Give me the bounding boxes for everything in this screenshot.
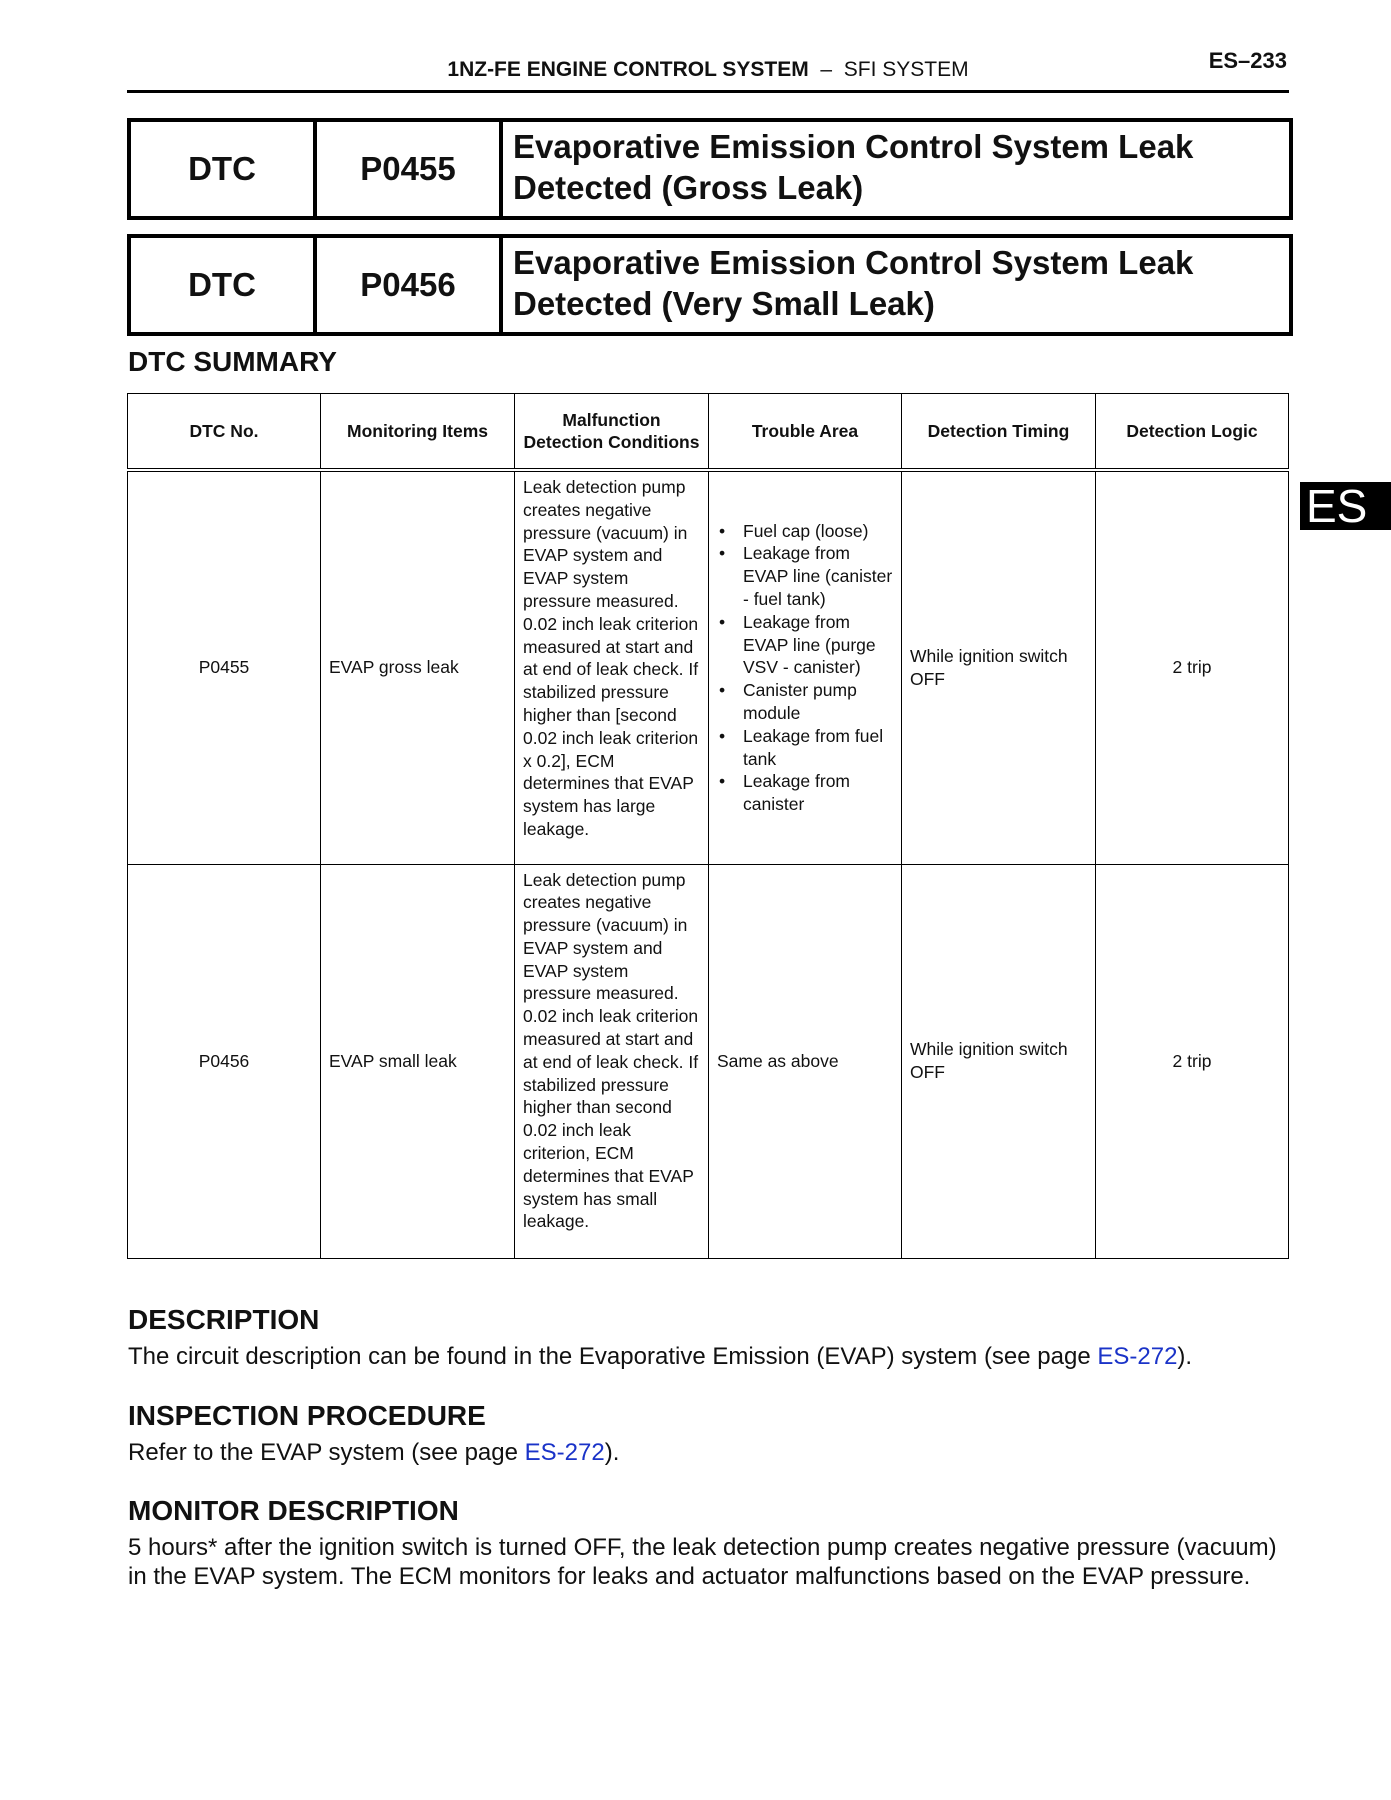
list-item: • Leakage from EVAP line (purge VSV - canister) xyxy=(713,611,893,679)
list-item: • Leakage from canister xyxy=(713,770,893,816)
inspection-page-link[interactable]: ES-272 xyxy=(524,1439,605,1466)
page-header xyxy=(127,48,1289,93)
cell-trouble-area: Same as above xyxy=(709,864,902,1258)
cell-detection-logic: 2 trip xyxy=(1096,470,1289,864)
dtc-title: Evaporative Emission Control System Leak Detected (Very Small Leak) xyxy=(513,244,1194,322)
column-header-detection-timing: Detection Timing xyxy=(902,394,1096,471)
dtc-title: Evaporative Emission Control System Leak Detected (Gross Leak) xyxy=(513,128,1194,206)
column-header-dtc-no: DTC No. xyxy=(128,394,321,471)
table-row xyxy=(128,470,1289,864)
column-header-monitoring-items: Monitoring Items xyxy=(321,394,515,471)
description-text-end: ). xyxy=(1177,1343,1193,1370)
inspection-text xyxy=(128,1438,1288,1467)
inspection-heading: INSPECTION PROCEDURE xyxy=(128,1400,486,1431)
inspection-text-body: Refer to the EVAP system (see page xyxy=(128,1439,525,1466)
table-header-row xyxy=(128,394,1289,471)
dtc-code: P0455 xyxy=(317,122,503,216)
list-item: • Canister pump module xyxy=(713,679,893,725)
list-item: • Leakage from EVAP line (canister - fuel tank) xyxy=(713,542,893,610)
description-text xyxy=(128,1342,1288,1371)
cell-detection-logic: 2 trip xyxy=(1096,864,1289,1258)
monitor-heading: MONITOR DESCRIPTION xyxy=(128,1495,459,1526)
list-item: • Leakage from fuel tank xyxy=(713,725,893,771)
dtc-summary-table xyxy=(127,393,1289,1259)
inspection-text-end: ). xyxy=(604,1439,620,1466)
section-tab-es: ES xyxy=(1300,482,1391,530)
description-heading: DESCRIPTION xyxy=(128,1304,320,1335)
trouble-area-list xyxy=(713,520,893,816)
cell-detection-timing: While ignition switch OFF xyxy=(902,864,1096,1258)
column-header-trouble-area: Trouble Area xyxy=(709,394,902,471)
header-title-sub: SFI SYSTEM xyxy=(843,58,969,81)
dtc-box-p0455 xyxy=(127,118,1293,220)
column-header-detection-conditions: Malfunction Detection Conditions xyxy=(515,394,709,471)
cell-detection-conditions: Leak detection pump creates negative pressure (vacuum) in EVAP system and EVAP system pressure measured. 0.02 inch leak criterion measured at start and at end of leak check. If stabilized pressure higher than [second 0.02 inch leak criterion x 0.2], ECM determines that EVAP system has large leakage. xyxy=(515,470,709,864)
dtc-code: P0456 xyxy=(317,238,503,332)
table-row xyxy=(128,864,1289,1258)
column-header-detection-logic: Detection Logic xyxy=(1096,394,1289,471)
list-item: • Fuel cap (loose) xyxy=(713,520,893,543)
cell-monitoring-item: EVAP small leak xyxy=(321,864,515,1258)
cell-trouble-area xyxy=(709,470,902,864)
header-title-main: 1NZ-FE ENGINE CONTROL SYSTEM xyxy=(447,58,809,81)
dtc-label: DTC xyxy=(131,122,317,216)
header-title xyxy=(127,58,1289,82)
cell-monitoring-item: EVAP gross leak xyxy=(321,470,515,864)
dtc-box-p0456 xyxy=(127,234,1293,336)
monitor-text: 5 hours* after the ignition switch is turned OFF, the leak detection pump creates negative pressure (vacuum) in the EVAP system. The ECM monitors for leaks and actuator malfunctions based on the EVAP pressure. xyxy=(128,1534,1277,1590)
description-text-body: The circuit description can be found in the Evaporative Emission (EVAP) system (see page xyxy=(128,1343,1098,1370)
dtc-label: DTC xyxy=(131,238,317,332)
cell-dtc-no: P0455 xyxy=(128,470,321,864)
dtc-summary-heading: DTC SUMMARY xyxy=(128,346,337,377)
description-page-link[interactable]: ES-272 xyxy=(1097,1343,1178,1370)
page-number: ES–233 xyxy=(1208,48,1287,73)
header-title-separator: – xyxy=(820,58,833,81)
cell-dtc-no: P0456 xyxy=(128,864,321,1258)
cell-detection-conditions: Leak detection pump creates negative pressure (vacuum) in EVAP system and EVAP system pressure measured. 0.02 inch leak criterion measured at start and at end of leak check. If stabilized pressure higher than second 0.02 inch leak criterion, ECM determines that EVAP system has small leakage. xyxy=(515,864,709,1258)
cell-detection-timing: While ignition switch OFF xyxy=(902,470,1096,864)
